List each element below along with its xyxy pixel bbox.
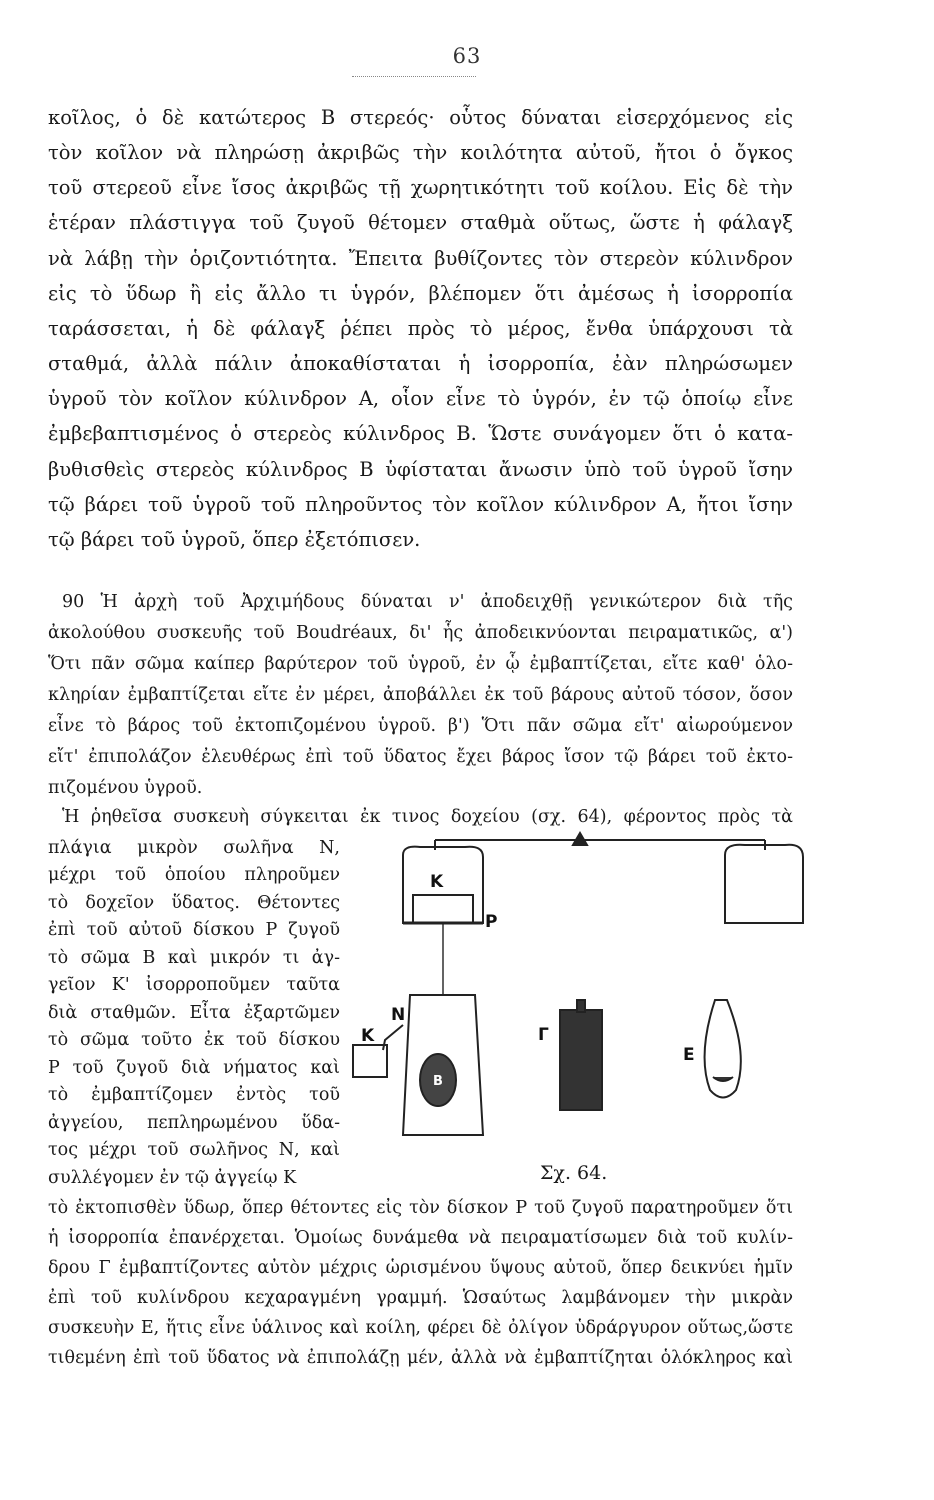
text-line: τὸ ἐμβαπτίζομεν ἐντὸς τοῦ [48,1085,340,1105]
text-line: τιθεμένη ἐπὶ τοῦ ὕδατος νὰ ἐπιπολάζῃ μέν, ἀλλὰ νὰ ἐμβαπτίζηται ὁλόκληρος καὶ [48,1348,793,1368]
cylinder-gamma-hook [577,1000,585,1012]
mercury-in-e [713,1077,733,1081]
text-line: τὸ σῶμα Β καὶ μικρόν τι ἀγ- [48,948,340,968]
text-line: τῷ βάρει τοῦ ὑγροῦ, ὅπερ ἐξετόπισεν. [48,528,421,551]
text-line: ἐπὶ τοῦ κυλίνδρου κεχαραγμένη γραμμή. Ὡσαύτως λαμβάνομεν τὴν μικρὰν [48,1288,793,1308]
apparatus-e [705,1000,741,1098]
text-line: κληρίαν ἐμβαπτίζεται εἴτε ἐν μέρει, ἀποβάλλει ἐκ τοῦ βάρους αὐτοῦ τόσον, ὅσον [48,685,793,705]
label-gamma: Γ [538,1025,549,1045]
text-line: δρου Γ ἐμβαπτίζοντες αὐτὸν μέχρις ὡρισμένου ὕψους αὐτοῦ, ὅπερ δεικνύει ἡμῖν [48,1258,793,1278]
text-line: τος μέχρι τοῦ σωλῆνος Ν, καὶ [48,1140,340,1160]
text-line: εἰς τὸ ὕδωρ ἢ εἰς ἄλλο τι ὑγρόν, βλέπομεν ὅτι ἀμέσως ἡ ἰσορροπία [48,282,793,305]
text-line: συσκευὴν Ε, ἥτις εἶνε ὑάλινος καὶ κοίλη, φέρει δὲ ὀλίγον ὑδράργυρον οὕτως,ὥστε [48,1318,793,1338]
header-rule [352,76,476,77]
text-line: σταθμά, ἀλλὰ πάλιν ἀποκαθίσταται ἡ ἰσορροπία, ἐὰν πληρώσωμεν [48,352,793,375]
text-line: τὸ ἐκτοπισθὲν ὕδωρ, ὅπερ θέτοντες εἰς τὸν δίσκον Ρ τοῦ ζυγοῦ παρατηροῦμεν ὅτι [48,1198,793,1218]
text-line: ὑγροῦ τὸν κοῖλον κύλινδρον Α, οἷον εἶνε τὸ ὑγρόν, ἐν τῷ ὁποίῳ εἶνε [48,387,793,410]
text-line: τοῦ στερεοῦ εἶνε ἴσος ἀκριβῶς τῇ χωρητικότητι τοῦ κοίλου. Εἰς δὲ τὴν [48,176,793,199]
text-line: τὸ δοχεῖον ὕδατος. Θέτοντες [48,893,340,913]
text-line: ἀγγείου, πεπληρωμένου ὕδα- [48,1113,340,1133]
label-n: N [391,1005,406,1025]
text-line: ἀκολούθου συσκευῆς τοῦ Boudréaux, δι' ἧς ἀποδεικνύονται πειραματικῶς, α') [48,623,793,643]
text-line: πιζομένου ὑγροῦ. [48,778,203,798]
text-line: πλάγια μικρὸν σωλῆνα Ν, [48,838,340,858]
vessel-k-prime [413,895,473,923]
text-line: ἐμβεβαπτισμένος ὁ στερεὸς κύλινδρος Β. Ὥστε συνάγομεν ὅτι ὁ κατα- [48,422,793,445]
label-k-lower: K [361,1026,375,1046]
text-line: τῷ βάρει τοῦ ὑγροῦ τοῦ πληροῦντος τὸν κοῖλον κύλινδρον Α, ἤτοι ἴσην [48,493,793,516]
text-line: μέχρι τοῦ ὁποίου πληροῦμεν [48,865,340,885]
text-line: ταράσσεται, ἡ δὲ φάλαγξ ῥέπει πρὸς τὸ μέρος, ἔνθα ὑπάρχουσι τὰ [48,317,793,340]
figure-64 [325,815,805,1185]
text-line: βυθισθεὶς στερεὸς κύλινδρος Β ὑφίσταται ἄνωσιν ὑπὸ τοῦ ὑγροῦ ἴσην [48,458,793,481]
label-b: B [433,1074,443,1089]
label-e: E [683,1045,695,1065]
text-line: γεῖον Κ' ἰσορροποῦμεν ταῦτα [48,975,340,995]
text-line: Ὅτι πᾶν σῶμα καίπερ βαρύτερον τοῦ ὑγροῦ, ἐν ᾧ ἐμβαπτίζεται, εἴτε καθ' ὁλο- [48,654,793,674]
text-line: τὸ σῶμα τοῦτο ἐκ τοῦ δίσκου [48,1030,340,1050]
label-k-upper: K [430,872,444,892]
text-line: Ρ τοῦ ζυγοῦ διὰ νήματος καὶ [48,1058,340,1078]
text-line: ἡ ἰσορροπία ἐπανέρχεται. Ὁμοίως δυνάμεθα νὰ πειραματίσωμεν διὰ τοῦ κυλίν- [48,1228,793,1248]
text-line: κοῖλος, ὁ δὲ κατώτερος Β στερεός· οὗτος δύναται εἰσερχόμενος εἰς [48,106,793,129]
text-line: συλλέγομεν ἐν τῷ ἀγγείῳ Κ [48,1168,297,1188]
right-bell-jar [725,845,803,923]
text-line: εἶνε τὸ βάρος τοῦ ἐκτοπιζομένου ὑγροῦ. β') Ὅτι πᾶν σῶμα εἴτ' αἰωρούμενον [48,716,793,736]
text-line: 90 Ἡ ἀρχὴ τοῦ Ἀρχιμήδους δύναται ν' ἀποδειχθῇ γενικώτερον διὰ τῆς [62,592,793,612]
page-number: 63 [452,44,482,68]
label-p: P [485,912,498,932]
text-line: νὰ λάβῃ τὴν ὁριζοντιότητα. Ἔπειτα βυθίζοντες τὸν στερεὸν κύλινδρον [48,247,793,270]
vessel-k [353,1045,387,1077]
text-line: Ἡ ῥηθεῖσα συσκευὴ σύγκειται ἐκ τινος δοχείου (σχ. 64), φέροντος πρὸς τὰ [62,807,793,827]
text-line: τὸν κοῖλον νὰ πληρώσῃ ἀκριβῶς τὴν κοιλότητα αὐτοῦ, ἤτοι ὁ ὄγκος [48,141,793,164]
text-line: εἴτ' ἐπιπολάζον ἐλευθέρως ἐπὶ τοῦ ὕδατος ἔχει βάρος ἴσον τῷ βάρει τοῦ ἐκτο- [48,747,793,767]
text-line: ἐπὶ τοῦ αὐτοῦ δίσκου Ρ ζυγοῦ [48,920,340,940]
text-line: ἑτέραν πλάστιγγα τοῦ ζυγοῦ θέτομεν σταθμὰ οὕτως, ὥστε ἡ φάλαγξ [48,211,793,234]
figure-caption: Σχ. 64. [540,1162,608,1184]
cylinder-gamma [560,1010,602,1110]
text-line: διὰ σταθμῶν. Εἶτα ἐξαρτῶμεν [48,1003,340,1023]
figure-64-drawing [325,815,805,1185]
